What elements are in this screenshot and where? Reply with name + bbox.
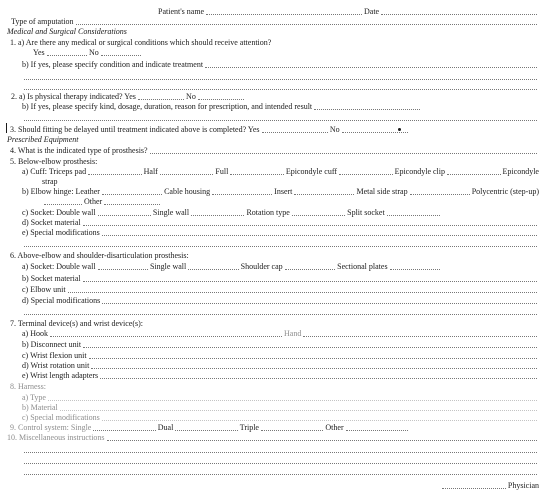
q8a-row [22, 392, 539, 402]
q5-row [10, 156, 97, 166]
q5e-line-2 [22, 238, 539, 248]
q3-no-label: No [329, 125, 340, 134]
q6b-row [22, 273, 539, 283]
q4-row [10, 145, 539, 155]
margin-bracket-mark [6, 123, 7, 133]
q7d-row [22, 360, 539, 370]
q8-label: 8. Harness: [10, 382, 46, 391]
q1a-yes-label: Yes [33, 48, 45, 57]
q6a-cap-label: Shoulder cap [240, 262, 283, 271]
q1b-row [22, 59, 539, 69]
patient-name-field[interactable] [206, 8, 362, 15]
amputation-type-row [11, 16, 539, 26]
q7a-hook-field[interactable] [50, 330, 282, 337]
q6d-line-2 [22, 306, 539, 316]
q5a-row-2 [42, 176, 58, 186]
q6c-row [22, 284, 539, 294]
amputation-type-label: Type of amputation [11, 17, 74, 26]
q7a-hand-field[interactable] [303, 330, 537, 337]
q5c-rotation-field[interactable] [292, 209, 345, 216]
q6-row [10, 250, 189, 260]
q8c-row [22, 412, 539, 422]
q5b-metal-field[interactable] [410, 188, 470, 195]
q9-dual-field[interactable] [175, 424, 237, 431]
physician-label: Physician [507, 481, 539, 490]
amputation-type-field[interactable] [76, 18, 537, 25]
q6a-row [22, 261, 442, 271]
q2a-no-field[interactable] [198, 93, 244, 100]
q5b-poly-field[interactable] [44, 198, 82, 205]
q6d-label: d) Special modifications [22, 296, 101, 305]
q8c-field[interactable] [102, 414, 537, 421]
q5d-field[interactable] [83, 219, 537, 226]
q6a-single-label: Single wall [150, 262, 187, 271]
q2a-label: 2. a) Is physical therapy indicated? Yes [11, 92, 136, 101]
q5b-other-field[interactable] [104, 198, 160, 205]
q5c-row [22, 207, 442, 217]
q10-field[interactable] [107, 434, 537, 441]
q5b-other-label: Other [84, 197, 103, 206]
q7e-label: e) Wrist length adapters [22, 371, 99, 380]
physician-signature-field[interactable] [442, 482, 506, 489]
patient-name-label: Patient's name [158, 7, 205, 16]
q2a-row [11, 91, 246, 101]
q6b-field[interactable] [83, 275, 537, 282]
q5b-row [22, 186, 539, 196]
q5a-epi-clip-label: Epicondyle clip [394, 167, 445, 176]
q3-yes-field[interactable] [262, 126, 328, 133]
q8b-label: b) Material [22, 403, 58, 412]
q5b-cable-field[interactable] [212, 188, 272, 195]
q5-label: 5. Below-elbow prosthesis: [10, 157, 98, 166]
q10-field-2[interactable] [24, 446, 537, 453]
q6a-single-field[interactable] [188, 263, 238, 270]
q1a-no-label: No [88, 48, 99, 57]
q5e-field[interactable] [102, 229, 537, 236]
q5a-strap-label: strap [42, 177, 58, 186]
q5d-row [22, 217, 539, 227]
q5b-poly-label: Polycentric (step-up) [471, 187, 539, 196]
q7c-label: c) Wrist flexion unit [22, 351, 87, 360]
q5c-split-label: Split socket [347, 208, 385, 217]
prescribed-section-title: Prescribed Equipment [7, 135, 79, 144]
q3-label: 3. Should fitting be delayed until treatment indicated above is completed? Yes [10, 125, 260, 134]
q6-label: 6. Above-elbow and shoulder-disarticulation prosthesis: [10, 251, 189, 260]
q7b-row [22, 339, 539, 349]
q2b-line-2 [22, 112, 539, 122]
q2b-row [22, 101, 422, 111]
q5b-insert-label: Insert [274, 187, 293, 196]
q6c-field[interactable] [68, 286, 537, 293]
q7c-field[interactable] [89, 352, 537, 359]
q4-field[interactable] [150, 147, 537, 154]
q10-label: 10. Miscellaneous instructions [7, 433, 105, 442]
q7b-label: b) Disconnect unit [22, 340, 82, 349]
q2b-label: b) If yes, please specify kind, dosage, duration, reason for prescription, and intended result [22, 102, 313, 111]
q7e-row [22, 370, 539, 380]
q2a-yes-field[interactable] [138, 93, 184, 100]
q5a-epi-cuff-label: Epicondyle cuff [285, 167, 338, 176]
patient-name-row [158, 6, 539, 16]
medical-section-heading [7, 26, 127, 36]
q1a-row [10, 37, 539, 47]
q1b-field[interactable] [205, 61, 537, 68]
q7e-field[interactable] [100, 372, 537, 379]
q5b-label: b) Elbow hinge: Leather [22, 187, 100, 196]
q10-line-2 [22, 444, 539, 454]
q1a-label: 1. a) Are there any medical or surgical conditions which should receive attention? [10, 38, 272, 47]
medical-section-title: Medical and Surgical Considerations [7, 27, 127, 36]
q9-other-field[interactable] [346, 424, 408, 431]
q6a-sectional-field[interactable] [390, 263, 440, 270]
q5a-epi-clip-field[interactable] [447, 168, 501, 175]
q5c-label: c) Socket: Double wall [22, 208, 96, 217]
q4-label: 4. What is the indicated type of prosthesis? [10, 146, 148, 155]
q5b-metal-label: Metal side strap [356, 187, 408, 196]
q7d-field[interactable] [91, 362, 537, 369]
q5e-field-2[interactable] [24, 240, 537, 247]
q1b-label: b) If yes, please specify condition and indicate treatment [22, 60, 204, 69]
q8b-field[interactable] [60, 404, 537, 411]
q10-row [7, 432, 539, 442]
q5a-row [22, 166, 539, 176]
q6a-sectional-label: Sectional plates [337, 262, 388, 271]
q5b-cable-label: Cable housing [164, 187, 211, 196]
q6a-label: a) Socket: Double wall [22, 262, 96, 271]
q7c-row [22, 350, 539, 360]
q6a-cap-field[interactable] [285, 263, 335, 270]
q5a-triceps-field[interactable] [88, 168, 142, 175]
q1b-line-2 [22, 71, 539, 81]
q10-field-3[interactable] [24, 457, 537, 464]
date-label: Date [364, 7, 380, 16]
q9-single-field[interactable] [93, 424, 155, 431]
q5e-label: e) Special modifications [22, 228, 100, 237]
q5c-double-field[interactable] [98, 209, 151, 216]
q1b-line-3 [22, 81, 539, 91]
q5a-half-field[interactable] [160, 168, 214, 175]
q5a-epi-cuff-field[interactable] [339, 168, 393, 175]
q5c-single-label: Single wall [152, 208, 190, 217]
q7-row [10, 318, 143, 328]
q6d-field-2[interactable] [24, 308, 537, 315]
q5a-epi-strap-label: Epicondyle [502, 167, 539, 176]
q8a-field[interactable] [48, 394, 537, 401]
q6d-row [22, 295, 539, 305]
q6b-label: b) Socket material [22, 274, 81, 283]
q9-label: 9. Control system: Single [10, 423, 92, 432]
q3-row [10, 124, 410, 134]
q1a-answer-row [33, 47, 143, 57]
q1a-yes-field[interactable] [47, 49, 87, 56]
q1b-field-2[interactable] [24, 73, 537, 80]
q7b-field[interactable] [83, 341, 537, 348]
q7d-label: d) Wrist rotation unit [22, 361, 90, 370]
q8b-row [22, 402, 539, 412]
q10-field-4[interactable] [24, 468, 537, 475]
q5c-split-field[interactable] [387, 209, 440, 216]
q6a-double-field[interactable] [98, 263, 148, 270]
q5a-label: a) Cuff: Triceps pad [22, 167, 87, 176]
check-dot [398, 128, 401, 131]
q7-label: 7. Terminal device(s) and wrist device(s): [10, 319, 144, 328]
q5a-full-label: Full [215, 167, 229, 176]
date-field[interactable] [381, 8, 537, 15]
prescribed-section-heading [7, 134, 78, 144]
q5b-row-2 [42, 196, 162, 206]
q6c-label: c) Elbow unit [22, 285, 66, 294]
q5b-insert-field[interactable] [294, 188, 354, 195]
q2a-no-label: No [186, 92, 196, 101]
q5c-single-field[interactable] [191, 209, 244, 216]
q9-row [10, 422, 410, 432]
q5a-half-label: Half [143, 167, 158, 176]
q7a-hand-label: Hand [284, 329, 302, 338]
q5b-leather-field[interactable] [102, 188, 162, 195]
q7a-label: a) Hook [22, 329, 48, 338]
q2b-field-2[interactable] [24, 114, 537, 121]
q5e-row [22, 227, 539, 237]
q6d-field[interactable] [102, 297, 537, 304]
q1b-field-3[interactable] [24, 83, 537, 90]
q7a-row [22, 328, 539, 338]
q1a-no-field[interactable] [101, 49, 141, 56]
q2b-field[interactable] [314, 103, 420, 110]
q5a-full-field[interactable] [230, 168, 284, 175]
q5d-label: d) Socket material [22, 218, 81, 227]
q10-line-4 [22, 466, 539, 476]
q9-triple-field[interactable] [261, 424, 323, 431]
q9-other-label: Other [325, 423, 344, 432]
q10-line-3 [22, 455, 539, 465]
physician-signature-row [440, 480, 539, 490]
q9-triple-label: Triple [239, 423, 259, 432]
q9-dual-label: Dual [157, 423, 174, 432]
q8a-label: a) Type [22, 393, 46, 402]
q5c-rotation-label: Rotation type [246, 208, 290, 217]
q8c-label: c) Special modifications [22, 413, 100, 422]
q8-row [10, 381, 46, 391]
